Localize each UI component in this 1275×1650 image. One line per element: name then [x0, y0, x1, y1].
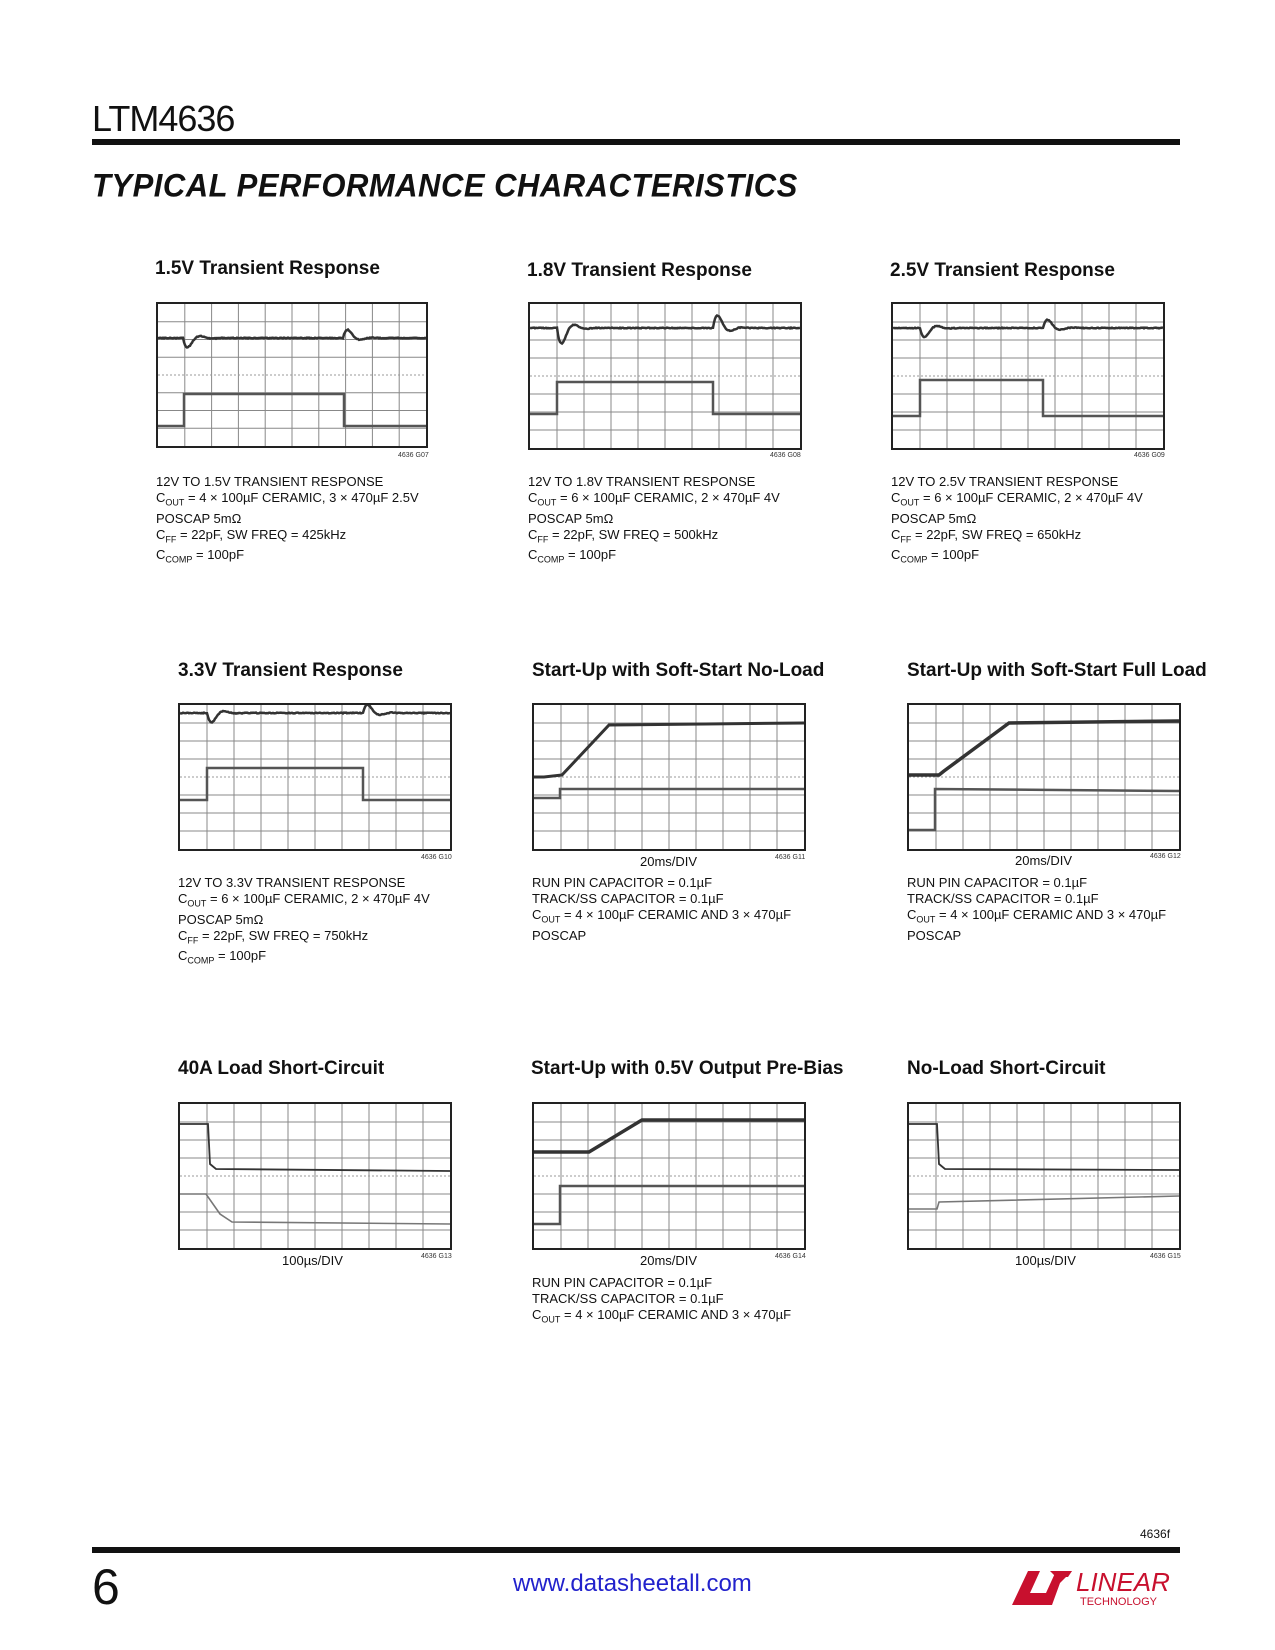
- panel-title: 40A Load Short-Circuit: [178, 1058, 385, 1079]
- test-conditions: [891, 474, 1143, 568]
- note-line: RUN PIN CAPACITOR = 0.1µF: [532, 875, 713, 890]
- footer-link[interactable]: www.datasheetall.com: [513, 1570, 752, 1597]
- panel-title: 2.5V Transient Response: [890, 260, 1115, 281]
- note-line: $C_{OUT} = 6 \times 100\mu F$ CERAMIC, 2 × 470µF 4V: [891, 490, 1143, 508]
- figure-code: 4636 G13: [421, 1253, 452, 1260]
- scope-trace: [909, 1104, 1179, 1248]
- note-line: 12V TO 1.5V TRANSIENT RESPONSE: [156, 474, 384, 489]
- scope-screen: [891, 302, 1165, 450]
- figure-code: 4636 G07: [398, 452, 429, 459]
- note-line: $C_{OUT} = 6 \times 100\mu F$ CERAMIC, 2 × 470µF 4V: [178, 891, 430, 909]
- note-line: $C_{FF} = 22pF$, SW FREQ = 500kHz: [528, 526, 719, 545]
- note-line: $C_{FF} = 22pF$, SW FREQ = 750kHz: [178, 927, 369, 946]
- linear-technology-logo: [1010, 1563, 1170, 1614]
- header-rule: [92, 139, 1180, 145]
- note-line: POSCAP 5mΩ: [891, 510, 977, 526]
- svg-text:TECHNOLOGY: TECHNOLOGY: [1080, 1596, 1158, 1608]
- note-line: POSCAP 5mΩ: [178, 911, 264, 927]
- note-line: POSCAP: [907, 927, 962, 943]
- scope-screen: [907, 703, 1181, 851]
- figure-code: 4636 G12: [1150, 853, 1181, 860]
- note-line: $C_{FF} = 22pF$, SW FREQ = 650kHz: [891, 526, 1082, 545]
- note-line: TRACK/SS CAPACITOR = 0.1µF: [907, 891, 1099, 906]
- figure-code: 4636 G08: [770, 452, 801, 459]
- panel-title: Start-Up with 0.5V Output Pre-Bias: [531, 1058, 844, 1079]
- note-line: $C_{OUT} = 4 \times 100\mu F$ CERAMIC AND 3 × 470µF: [532, 1307, 792, 1325]
- figure-code: 4636 G15: [1150, 1253, 1181, 1260]
- svg-text:LINEAR: LINEAR: [1076, 1567, 1170, 1597]
- note-line: $C_{FF} = 22pF$, SW FREQ = 425kHz: [156, 526, 347, 545]
- scope-trace: [180, 1104, 450, 1248]
- part-number: LTM4636: [92, 98, 235, 139]
- note-line: $C_{OUT} = 4 \times 100\mu F$ CERAMIC AND 3 × 470µF: [532, 907, 792, 925]
- scope-trace: [909, 705, 1179, 849]
- xlabel: 20ms/DIV: [640, 1253, 698, 1268]
- xlabel: 100µs/DIV: [282, 1253, 343, 1268]
- test-conditions: [532, 1275, 791, 1328]
- note-line: 12V TO 2.5V TRANSIENT RESPONSE: [891, 474, 1119, 489]
- note-line: $C_{COMP} = 100pF$: [156, 547, 245, 565]
- panel-title: Start-Up with Soft-Start Full Load: [907, 660, 1207, 681]
- note-line: TRACK/SS CAPACITOR = 0.1µF: [532, 891, 724, 906]
- xlabel: 20ms/DIV: [640, 854, 698, 869]
- note-line: $C_{COMP} = 100pF$: [891, 547, 980, 565]
- scope-trace: [893, 304, 1163, 448]
- test-conditions: [178, 875, 430, 969]
- page-number: 6: [92, 1559, 120, 1615]
- test-conditions: [907, 875, 1166, 944]
- figure-code: 4636 G14: [775, 1253, 806, 1260]
- section-title: TYPICAL PERFORMANCE CHARACTERISTICS: [92, 167, 798, 204]
- scope-screen: [532, 1102, 806, 1250]
- test-conditions: [532, 875, 791, 944]
- panel-title: No-Load Short-Circuit: [907, 1058, 1106, 1079]
- note-line: POSCAP: [532, 927, 587, 943]
- footer-rule: [92, 1547, 1180, 1553]
- note-line: $C_{OUT} = 4 \times 100\mu F$ CERAMIC, 3 × 470µF 2.5V: [156, 490, 419, 508]
- test-conditions: [156, 474, 419, 568]
- note-line: RUN PIN CAPACITOR = 0.1µF: [907, 875, 1088, 890]
- scope-trace: [530, 304, 800, 448]
- note-line: POSCAP 5mΩ: [528, 510, 614, 526]
- figure-code: 4636 G09: [1134, 452, 1165, 459]
- scope-trace: [534, 1104, 804, 1248]
- note-line: RUN PIN CAPACITOR = 0.1µF: [532, 1275, 713, 1290]
- note-line: $C_{COMP} = 100pF$: [528, 547, 617, 565]
- panel-title: 1.8V Transient Response: [527, 260, 752, 281]
- scope-trace: [180, 705, 450, 849]
- figure-code: 4636 G11: [775, 854, 806, 861]
- note-line: $C_{OUT} = 6 \times 100\mu F$ CERAMIC, 2 × 470µF 4V: [528, 490, 780, 508]
- document-code: 4636f: [1140, 1527, 1171, 1541]
- note-line: $C_{COMP} = 100pF$: [178, 948, 267, 966]
- panel-title: Start-Up with Soft-Start No-Load: [532, 660, 825, 681]
- scope-screen: [907, 1102, 1181, 1250]
- scope-screen: [178, 1102, 452, 1250]
- figure-code: 4636 G10: [421, 854, 452, 861]
- note-line: 12V TO 1.8V TRANSIENT RESPONSE: [528, 474, 756, 489]
- note-line: POSCAP 5mΩ: [156, 510, 242, 526]
- note-line: 12V TO 3.3V TRANSIENT RESPONSE: [178, 875, 406, 890]
- scope-screen: [532, 703, 806, 851]
- panel-title: 3.3V Transient Response: [178, 660, 403, 681]
- scope-trace: [534, 705, 804, 849]
- xlabel: 20ms/DIV: [1015, 853, 1073, 868]
- note-line: TRACK/SS CAPACITOR = 0.1µF: [532, 1291, 724, 1306]
- scope-screen: [178, 703, 452, 851]
- test-conditions: [528, 474, 780, 568]
- panel-title: 1.5V Transient Response: [155, 258, 380, 279]
- scope-screen: [528, 302, 802, 450]
- scope-screen: [156, 302, 428, 448]
- note-line: $C_{OUT} = 4 \times 100\mu F$ CERAMIC AND 3 × 470µF: [907, 907, 1167, 925]
- scope-trace: [158, 304, 426, 446]
- xlabel: 100µs/DIV: [1015, 1253, 1076, 1268]
